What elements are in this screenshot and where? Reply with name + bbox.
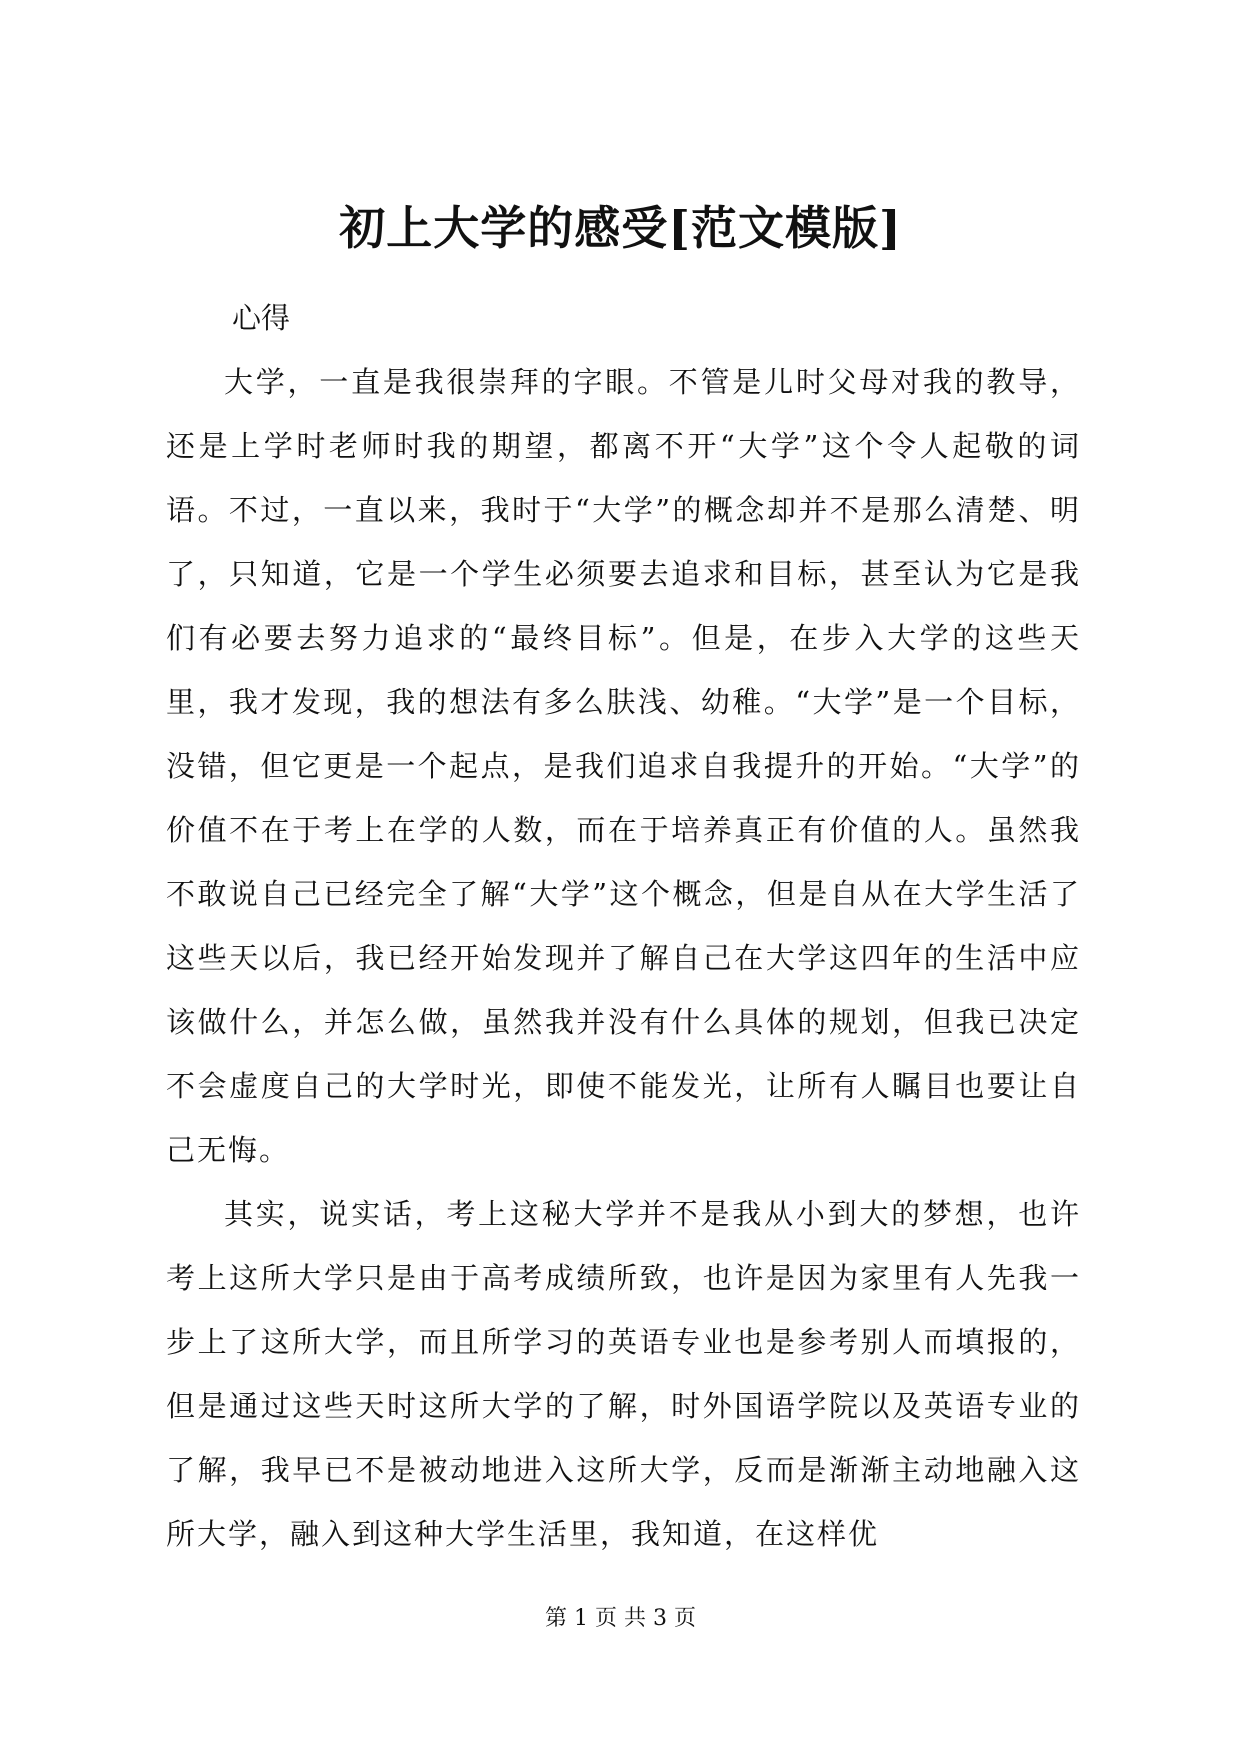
document-title: 初上大学的感受[范文模版] <box>339 201 902 255</box>
document-subtitle: 心得 <box>232 301 291 335</box>
page-footer: 第 1 页 共 3 页 <box>545 1606 696 1631</box>
paragraph-1: 大学，一直是我很崇拜的字眼。不管是儿时父母对我的教导，还是上学时老师时我的期望，都离不开“大学”这个令人起敬的词语。不过，一直以来，我时于“大学”的概念却并不是那么清楚、明了，只知道，它是一个学生必须要去追求和目标，甚至认为它是我们有必要去努力追求的“最终目标”。但是，在步入大学的这些天里，我才发现，我的想法有多么肤浅、幼稚。“大学”是一个目标，没错，但它更是一个起点，是我们追求自我提升的开始。“大学”的价值不在于考上在学的人数，而在于培养真正有价值的人。虽然我不敢说自己已经完全了解“大学”这个概念，但是自从在大学生活了这些天以后，我已经开始发现并了解自己在大学这四年的生活中应该做什么，并怎么做，虽然我并没有什么具体的规划，但我已决定不会虚度自己的大学时光，即使不能发光，让所有人瞩目也要让自己无悔。 <box>166 365 1081 1167</box>
document-body <box>166 350 1081 1566</box>
paragraph-2: 其实，说实话，考上这秘大学并不是我从小到大的梦想，也许考上这所大学只是由于高考成绩所致，也许是因为家里有人先我一步上了这所大学，而且所学习的英语专业也是参考别人而填报的，但是通过这些天时这所大学的了解，时外国语学院以及英语专业的了解，我早已不是被动地进入这所大学，反而是渐渐主动地融入这所大学，融入到这种大学生活里，我知道，在这样优 <box>166 1197 1081 1551</box>
